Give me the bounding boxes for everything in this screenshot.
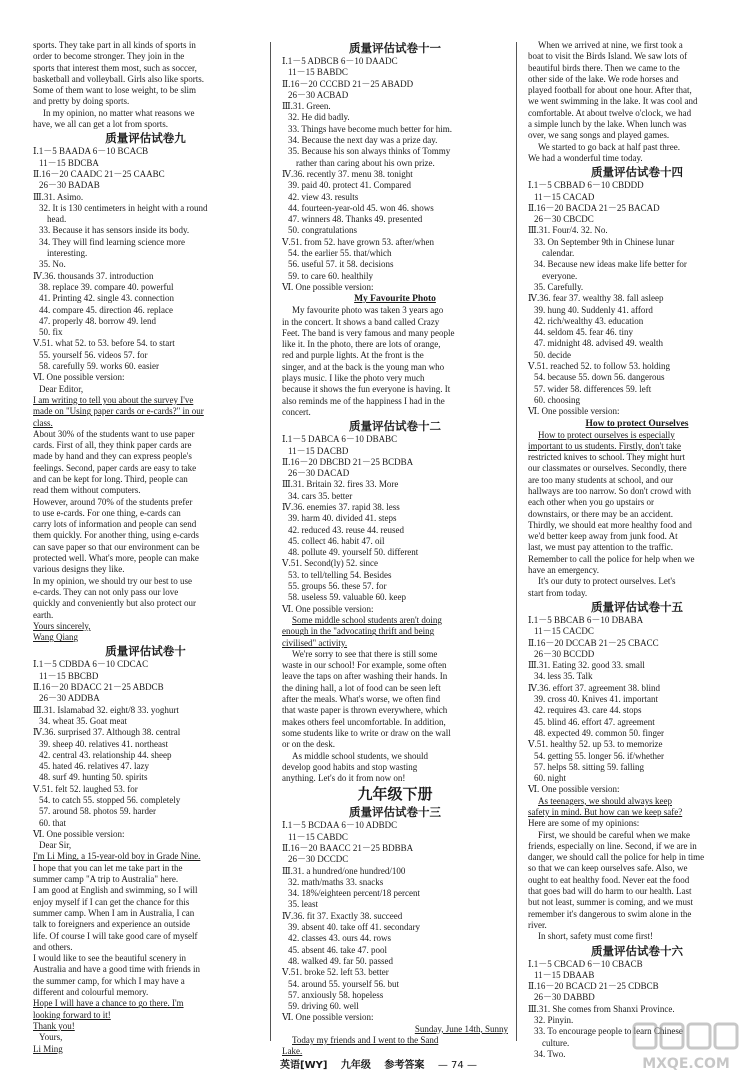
text-line: sports. They take part in all kinds of sports in	[33, 40, 196, 50]
volume-heading: 九年级下册	[357, 785, 433, 804]
text-line: order to become stronger. They join in the	[33, 51, 185, 62]
text-line: and others.	[33, 941, 73, 952]
text-line: boat to visit the Birds Island. We saw lots of	[528, 51, 688, 62]
text-line: our classmates or ourselves. Secondly, there	[528, 463, 687, 474]
column-divider	[516, 42, 517, 1041]
page-footer	[280, 1056, 530, 1071]
text-line: 42. view 43. results	[288, 191, 359, 202]
text-line: restricted knives to school. They might hurt	[528, 452, 686, 463]
text-line: hallways are too narrow. So don't crowd with	[528, 485, 692, 496]
text-line: 55. groups 56. these 57. for	[288, 581, 387, 592]
essay-title: My Favourite Photo	[354, 294, 436, 305]
text-line: made by hand and they can express people's	[33, 451, 192, 462]
text-line: 35. Because his son always thinks of Tommy	[288, 146, 451, 157]
text-line: Ⅵ. One possible version:	[282, 1012, 374, 1023]
text-line: 33. Things have become much better for him.	[288, 123, 453, 134]
text-line: It's our duty to protect ourselves. Let's	[538, 576, 676, 587]
text-line: I am good at English and swimming, so I will	[33, 885, 198, 896]
text-line: over, we sang songs and played games.	[528, 130, 670, 141]
text-line: 53. to tell/telling 54. Besides	[288, 569, 392, 580]
text-line: Thank you!	[33, 1020, 75, 1031]
column-middle	[282, 40, 508, 1057]
text-line: We had a wonderful time today.	[528, 152, 643, 163]
text-line: 26－30 DABBD	[534, 992, 595, 1003]
text-line: 39. absent 40. take off 41. secondary	[288, 922, 421, 933]
text-line: singer, and at the back is the young man who	[282, 361, 445, 372]
text-line: in the concert. It shows a band called Crazy	[282, 316, 440, 327]
section-heading: 质量评估试卷十四	[591, 165, 683, 180]
text-line: last, we must pay attention to the traffic.	[528, 542, 674, 553]
text-line: Ⅰ.1－5 CBCAD 6－10 CBACB	[528, 958, 643, 969]
text-line: are too many students at school, and our	[528, 474, 673, 485]
text-line: and pretty by doing sports.	[33, 96, 130, 107]
text-line: plays music. I like the photo very much	[282, 373, 425, 384]
text-line: we went swimming in the lake. It was cool and	[528, 96, 698, 107]
column-divider	[270, 42, 271, 1041]
text-line: head.	[47, 214, 67, 225]
text-line: 34. 18%/eighteen percent/18 percent	[288, 888, 420, 899]
text-line: Ⅲ.31. a hundred/one hundred/100	[282, 865, 406, 876]
text-line: 45. collect 46. habit 47. oil	[288, 535, 385, 546]
text-line: after the meals. What's worse, we often find	[282, 694, 441, 705]
text-line: We're sorry to see that there is still some	[292, 648, 438, 659]
text-line: 60. night	[534, 773, 567, 784]
text-line: 44. seldom 45. fear 46. tiny	[534, 327, 633, 338]
text-line: Yours,	[39, 1032, 63, 1043]
text-line: 48. surf 49. hunting 50. spirits	[39, 772, 148, 783]
text-line: 42. requires 43. care 44. stops	[534, 705, 642, 716]
text-line: I'm Li Ming, a 15-year-old boy in Grade Nine.	[33, 851, 201, 862]
text-line: About 30% of the students want to use paper	[33, 428, 195, 439]
text-line: Ⅴ.51. felt 52. laughed 53. for	[33, 783, 138, 794]
text-line: I would like to see the beautiful scenery in	[33, 953, 186, 964]
text-line: so that we can keep ourselves safe. Also, we	[528, 863, 688, 874]
text-line: Some of them want to lose weight, to be slim	[33, 85, 196, 96]
text-line: everyone.	[542, 270, 578, 281]
text-line: sports that interest them most, such as soccer,	[33, 62, 197, 73]
text-line: that waste paper is thrown everywhere, which	[282, 705, 448, 716]
text-line: remember it's dangerous to swim alone in the	[528, 908, 692, 919]
text-line: Ⅰ.1－5 CDBDA 6－10 CDCAC	[33, 659, 149, 670]
text-line: calendar.	[542, 248, 575, 259]
text-line: them quickly. For another thing, using e-cards	[33, 530, 199, 541]
answer-site-logo-icon	[630, 1020, 742, 1076]
text-line: concert.	[282, 406, 311, 417]
text-line: river.	[528, 919, 547, 930]
section-heading: 质量评估试卷十五	[591, 599, 683, 614]
text-line: basketball and volleyball. Girls also like sports.	[33, 73, 204, 84]
text-line: develop good habits and stop wasting	[282, 761, 418, 772]
text-line: 26－30 BADAB	[39, 180, 100, 191]
text-line: Australia and have a good time with friends in	[33, 964, 200, 975]
text-line: have, we all can get a lot from sports.	[33, 119, 168, 130]
section-heading: 质量评估试卷十三	[349, 805, 441, 820]
text-line: that goes bad will do harm to our health. Last	[528, 886, 692, 897]
text-line: beautiful birds there. Then we came to the	[528, 62, 680, 73]
text-line: leave the taps on after washing their hands. In	[282, 671, 448, 682]
text-line: other side of the lake. We rode horses and	[528, 73, 679, 84]
text-line: Ⅰ.1－5 BCDAA 6－10 ADBDC	[282, 820, 398, 831]
text-line: also reminds me of the happiness I had in the	[282, 395, 445, 406]
text-line: However, around 70% of the students prefer	[33, 496, 193, 507]
text-line: Ⅲ.31. Asimo.	[33, 191, 84, 202]
text-line: or on the desk.	[282, 739, 335, 750]
text-line: waste in our school! For example, some often	[282, 660, 447, 671]
text-line: different and colourful memory.	[33, 987, 149, 998]
text-line: 56. useful 57. it 58. decisions	[288, 259, 394, 270]
text-line: I hope that you can let me take part in the	[33, 862, 183, 873]
text-line: 54. because 55. down 56. dangerous	[534, 372, 665, 383]
text-line: and can be kept for long. Third, people can	[33, 473, 188, 484]
text-line: 26－30 DCCDC	[288, 854, 349, 865]
text-line: e-cards. They can not only pass our love	[33, 586, 179, 597]
text-line: Ⅲ.31. She comes from Shanxi Province.	[528, 1003, 675, 1014]
text-line: In my opinion, we should try our best to use	[33, 575, 192, 586]
text-line: 26－30 CBCDC	[534, 214, 594, 225]
text-line: protected well. What's more, people can make	[33, 553, 199, 564]
text-line: looking forward to it!	[33, 1009, 111, 1020]
essay-title: How to protect Ourselves	[585, 418, 689, 429]
text-line: First, we should be careful when we make	[538, 829, 690, 840]
text-line: We started to go back at half past three.	[538, 141, 680, 152]
text-line: cards. First of all, they think paper cards are	[33, 440, 192, 451]
text-line: 11－15 DACBD	[288, 445, 349, 456]
text-line: Ⅴ.51. from 52. have grown 53. after/when	[282, 236, 434, 247]
text-line: 59. to care 60. healthily	[288, 270, 373, 281]
text-line: some students like to write or draw on the wall	[282, 727, 451, 738]
text-line: red and purple lights. At the front is the	[282, 350, 424, 361]
text-line: 11－15 BDCBA	[39, 157, 99, 168]
section-heading: 质量评估试卷十	[105, 644, 186, 659]
text-line: enough in the "advocating thrift and being	[282, 626, 435, 637]
text-line: we'd better keep away from junk food. At	[528, 531, 678, 542]
text-line: Feet. The band is very famous and many people	[282, 327, 455, 338]
text-line: I am writing to tell you about the survey I've	[33, 394, 194, 405]
text-line: 39. hung 40. Suddenly 41. afford	[534, 304, 653, 315]
text-line: Thirdly, we should eat more healthy food and	[528, 519, 692, 530]
text-line: start from today.	[528, 587, 588, 598]
text-line: Ⅵ. One possible version:	[282, 603, 374, 614]
text-line: 60. that	[39, 817, 66, 828]
text-line: 48. expected 49. common 50. finger	[534, 727, 664, 738]
text-line: Ⅲ.31. Four/4. 32. No.	[528, 225, 608, 236]
text-line: 34. Because new ideas make life better for	[534, 259, 687, 270]
column-left	[33, 40, 258, 1054]
text-line: Some middle school students aren't doing	[292, 614, 442, 625]
text-line: 59. driving 60. well	[288, 1001, 359, 1012]
text-line: 47. properly 48. borrow 49. lend	[39, 315, 156, 326]
text-line: 34. Two.	[534, 1048, 566, 1059]
text-line: In short, safety must come first!	[538, 931, 653, 942]
text-line: 45. blind 46. effort 47. agreement	[534, 716, 655, 727]
text-line: 32. math/maths 33. snacks	[288, 876, 384, 887]
footer-page-number: — 74 —	[437, 1060, 477, 1071]
text-line: 26－30 DACAD	[288, 468, 350, 479]
text-line: Ⅳ.36. surprised 37. Although 38. central	[33, 727, 181, 738]
text-line: Li Ming	[33, 1043, 63, 1054]
text-line: 45. hated 46. relatives 47. lazy	[39, 761, 149, 772]
text-line: 42. reduced 43. reuse 44. reused	[288, 524, 404, 535]
text-line: danger, we should call the police for help in time	[528, 852, 705, 863]
text-line: various designs they like.	[33, 564, 125, 575]
text-line: 35. Carefully.	[534, 281, 584, 292]
text-line: Dear Sir,	[39, 840, 72, 851]
watermark-text: MXQE.COM	[642, 1056, 730, 1072]
text-line: 50. fix	[39, 327, 63, 338]
text-line: 32. He did badly.	[288, 112, 350, 123]
text-line: 11－15 CACAD	[534, 191, 595, 202]
text-line: Ⅳ.36. fear 37. wealthy 38. fall asleep	[528, 293, 664, 304]
text-line: Ⅲ.31. Britain 32. fires 33. More	[282, 479, 399, 490]
text-line: 39. cross 40. Knives 41. important	[534, 694, 658, 705]
text-line: My favourite photo was taken 3 years ago	[292, 305, 444, 316]
text-line: How to protect ourselves is especially	[538, 429, 675, 440]
text-line: 60. choosing	[534, 394, 580, 405]
text-line: 32. It is 130 centimeters in height with a round	[39, 202, 208, 213]
text-line: 39. harm 40. divided 41. steps	[288, 513, 397, 524]
text-line: 55. yourself 56. videos 57. for	[39, 349, 148, 360]
text-line: Sunday, June 14th, Sunny	[414, 1023, 508, 1034]
text-line: life. Of course I will take good care of myself	[33, 930, 198, 941]
text-line: Ⅲ.31. Green.	[282, 101, 331, 112]
text-line: 34. wheat 35. Goat meat	[39, 715, 127, 726]
text-line: 35. No.	[39, 259, 66, 270]
text-line: Ⅵ. One possible version:	[33, 372, 125, 383]
text-line: As teenagers, we should always keep	[538, 795, 672, 806]
text-line: 48. pollute 49. yourself 50. different	[288, 547, 419, 558]
text-line: culture.	[542, 1037, 570, 1048]
section-heading: 质量评估试卷九	[105, 131, 186, 146]
text-line: Today my friends and I went to the Sand	[292, 1035, 439, 1046]
text-line: 57. helps 58. sitting 59. falling	[534, 761, 644, 772]
text-line: feelings. Second, paper cards are easy to take	[33, 462, 197, 473]
text-line: 26－30 BCCDD	[534, 648, 595, 659]
text-line: 42. central 43. relationship 44. sheep	[39, 749, 172, 760]
text-line: Dear Editor,	[39, 383, 84, 394]
text-line: Ⅲ.31. Eating 32. good 33. small	[528, 660, 645, 671]
text-line: 11－15 DBAAB	[534, 969, 595, 980]
text-line: Ⅵ. One possible version:	[33, 828, 125, 839]
text-line: Ⅱ.16－20 CAADC 21－25 CAABC	[33, 168, 165, 179]
text-line: Ⅵ. One possible version:	[528, 784, 620, 795]
section-heading: 质量评估试卷十二	[349, 419, 441, 434]
text-line: 48. walked 49. far 50. passed	[288, 955, 393, 966]
text-line: 34. less 35. Talk	[534, 671, 593, 682]
text-line: 32. Pinyin.	[534, 1015, 574, 1026]
text-line: to use e-cards. For one thing, e-cards can	[33, 507, 181, 518]
text-line: Yours sincerely,	[33, 620, 91, 631]
text-line: 39. sheep 40. relatives 41. northeast	[39, 738, 168, 749]
section-heading: 质量评估试卷十六	[591, 943, 683, 958]
text-line: makes others feel uncomfortable. In addition,	[282, 716, 446, 727]
text-line: Ⅰ.1－5 BBCAB 6－10 DBABA	[528, 614, 644, 625]
text-line: talk to foreigners and experience an outside	[33, 919, 190, 930]
text-line: Ⅳ.36. effort 37. agreement 38. blind	[528, 682, 661, 693]
text-line: can save paper so that our environment can be	[33, 541, 200, 552]
text-line: read them without computers.	[33, 485, 141, 496]
text-line: Ⅱ.16－20 BACDA 21－25 BACAD	[528, 202, 660, 213]
text-line: enjoy myself if I can get the chance for this	[33, 896, 190, 907]
text-line: 33. To encourage people to learn Chinese	[534, 1026, 683, 1037]
text-line: 11－15 CACDC	[534, 626, 594, 637]
text-line: Ⅵ. One possible version:	[528, 406, 620, 417]
text-line: comfortable. At about twelve o'clock, we had	[528, 107, 692, 118]
text-line: 58. carefully 59. works 60. easier	[39, 361, 159, 372]
text-line: rather than caring about his own prize.	[296, 157, 435, 168]
text-line: 47. midnight 48. advised 49. wealth	[534, 338, 663, 349]
text-line: played football for about one hour. After that,	[528, 85, 692, 96]
text-line: the dining hall, a lot of food can be seen left	[282, 682, 441, 693]
text-line: Hope I will have a chance to go there. I'm	[33, 998, 184, 1009]
text-line: 54. to catch 55. stopped 56. completely	[39, 795, 181, 805]
text-line: In my opinion, no matter what reasons we	[43, 107, 195, 118]
text-line: Ⅴ.51. what 52. to 53. before 54. to start	[33, 338, 175, 349]
text-line: summer camp "A trip to Australia" here.	[33, 874, 179, 885]
text-line: but not least, summer is coming, and we must	[528, 897, 693, 908]
text-line: 54. around 55. yourself 56. but	[288, 978, 399, 989]
text-line: carry lots of information and people can send	[33, 519, 197, 530]
text-line: Ⅰ.1－5 CBBAD 6－10 CBDDD	[528, 180, 644, 191]
text-line: a simple lunch by the lake. When lunch was	[528, 119, 687, 130]
text-line: important to us students. Firstly, don't take	[528, 440, 682, 451]
text-line: Ⅳ.36. enemies 37. rapid 38. less	[282, 501, 400, 512]
text-line: Ⅱ.16－20 BAACC 21－25 BDBBA	[282, 843, 414, 853]
text-line: the summer camp, for which I may have a	[33, 975, 185, 986]
text-line: 11－15 BABDC	[288, 67, 348, 78]
text-line: ought to eat healthy food. Never eat the food	[528, 874, 690, 885]
text-line: Ⅱ.16－20 DBCBD 21－25 BCDBA	[282, 456, 414, 467]
text-line: Ⅴ.51. reached 52. to follow 53. holding	[528, 361, 670, 372]
text-line: 34. Because the next day was a prize day.	[288, 135, 438, 146]
text-line: 11－15 CABDC	[288, 831, 348, 842]
text-line: 35. least	[288, 899, 318, 910]
text-line: safety in mind. But how can we keep safe?	[528, 807, 683, 817]
text-line: Ⅱ.16－20 CCCBD 21－25 ABADD	[282, 78, 414, 89]
text-line: 42. classes 43. ours 44. rows	[288, 933, 391, 944]
text-line: 33. Because it has sensors inside its body.	[39, 225, 190, 236]
text-line: Ⅴ.51. Second(ly) 52. since	[282, 558, 378, 569]
text-line: 57. anxiously 58. hopeless	[288, 989, 384, 1000]
text-line: Lake.	[282, 1046, 303, 1057]
text-line: 47. winners 48. Thanks 49. presented	[288, 214, 423, 225]
text-line: like it. In the photo, there are lots of orange,	[282, 339, 441, 350]
text-line: 11－15 BBCBD	[39, 670, 99, 681]
text-line: 34. cars 35. better	[288, 490, 353, 501]
text-line: Ⅳ.36. recently 37. menu 38. tonight	[282, 168, 413, 179]
text-line: friends, especially on line. Second, if we are in	[528, 840, 697, 851]
text-line: Ⅰ.1－5 BAADA 6－10 BCACB	[33, 146, 149, 157]
text-line: Ⅰ.1－5 DABCA 6－10 DBABC	[282, 434, 398, 445]
text-line: Here are some of my opinions:	[528, 818, 640, 829]
text-line: Ⅳ.36. thousands 37. introduction	[33, 270, 154, 281]
text-line: 39. paid 40. protect 41. Compared	[288, 180, 411, 191]
text-line: Ⅵ. One possible version:	[282, 281, 374, 292]
text-line: 50. decide	[534, 349, 571, 360]
footer-grade: 九年级	[340, 1060, 371, 1071]
text-line: As middle school students, we should	[292, 750, 428, 761]
text-line: Ⅳ.36. fit 37. Exactly 38. succeed	[282, 910, 403, 921]
text-line: When we arrived at nine, we first took a	[538, 40, 683, 50]
text-line: Ⅱ.16－20 BDACC 21－25 ABDCB	[33, 682, 164, 693]
text-line: 57. wider 58. differences 59. left	[534, 383, 652, 394]
text-line: quickly and conveniently but also protect our	[33, 598, 196, 609]
text-line: 50. congratulations	[288, 225, 357, 236]
text-line: Ⅱ.16－20 DCCAB 21－25 CBACC	[528, 637, 659, 648]
text-line: Ⅴ.51. broke 52. left 53. better	[282, 967, 389, 978]
text-line: 42. rich/wealthy 43. education	[534, 315, 644, 326]
text-line: 26－30 ACBAD	[288, 89, 349, 100]
text-line: class.	[33, 417, 53, 428]
text-line: Wang Qiang	[33, 632, 79, 643]
text-line: downstairs, or there may be an accident.	[528, 508, 673, 519]
text-line: anything. Let's do it from now on!	[282, 773, 406, 784]
text-line: interesting.	[47, 248, 88, 259]
footer-label: 参考答案	[384, 1060, 425, 1071]
text-line: 45. absent 46. take 47. pool	[288, 944, 387, 955]
text-line: 41. Printing 42. single 43. connection	[39, 293, 174, 304]
text-line: 58. useless 59. valuable 60. keep	[288, 592, 406, 603]
text-line: summer camp. When I am in Australia, I can	[33, 907, 195, 918]
text-line: 26－30 ADDBA	[39, 693, 100, 704]
section-heading: 质量评估试卷十一	[349, 41, 441, 55]
text-line: Ⅰ.1－5 ADBCB 6－10 DAADC	[282, 56, 398, 66]
text-line: Ⅲ.31. Islamabad 32. eight/8 33. yoghurt	[33, 704, 179, 715]
text-line: Ⅴ.51. healthy 52. up 53. to memorize	[528, 739, 663, 750]
text-line: earth.	[33, 609, 54, 620]
text-line: Ⅱ.16－20 BCACD 21－25 CDBCB	[528, 981, 659, 992]
text-line: 57. around 58. photos 59. harder	[39, 806, 156, 817]
footer-subject: 英语[WY]	[280, 1060, 328, 1071]
text-line: 44. compare 45. direction 46. replace	[39, 304, 173, 315]
column-right	[528, 40, 746, 1059]
text-line: 38. replace 39. compare 40. powerful	[39, 281, 174, 292]
text-line: civilised" activity.	[282, 637, 348, 648]
text-line: because it shows the fun everyone is having. It	[282, 384, 451, 395]
text-line: 34. They will find learning science more	[39, 236, 186, 247]
text-line: 54. getting 55. longer 56. if/whether	[534, 750, 664, 761]
text-line: 54. the earlier 55. that/which	[288, 248, 392, 259]
text-line: 44. fourteen-year-old 45. won 46. shows	[288, 202, 434, 213]
text-line: Remember to call the police for help when we	[528, 553, 695, 564]
text-line: made on "Using paper cards or e-cards?" in our	[33, 406, 204, 417]
text-line: each other when you go upstairs or	[528, 497, 654, 508]
text-line: have an emergency.	[528, 565, 599, 576]
text-line: 33. On September 9th in Chinese lunar	[534, 236, 675, 247]
